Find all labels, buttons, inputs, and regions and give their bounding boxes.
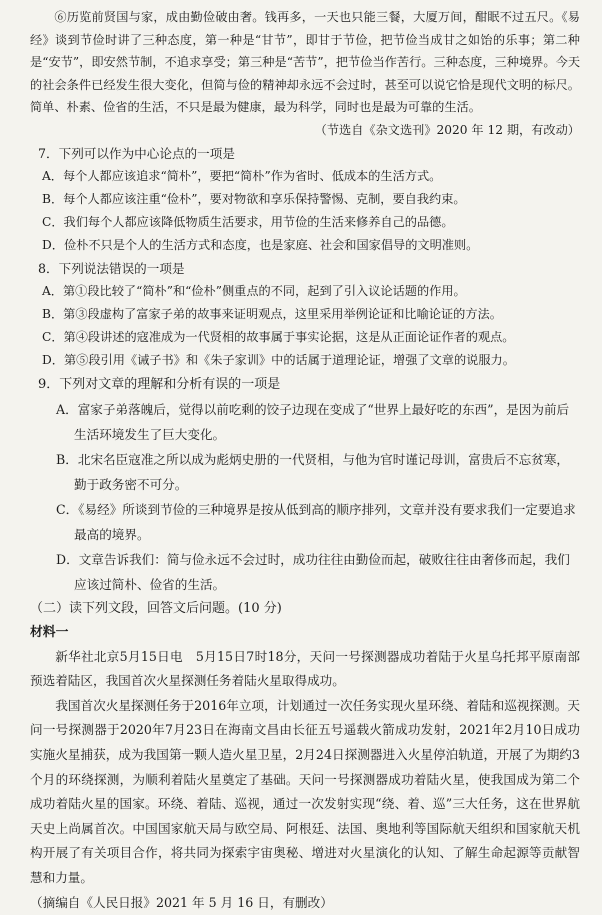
question-8-option-c: C．第④段讲述的寇准成为一代贤相的故事属于事实论据，这是从正面论证作者的观点。 bbox=[30, 326, 580, 349]
question-8-stem: 8．下列说法错误的一项是 bbox=[30, 257, 580, 280]
question-7-option-b: B．每个人都应该注重“俭朴”，要对物欲和享乐保持警惕、克制，要自我约束。 bbox=[30, 188, 580, 211]
question-9-option-d: D．文章告诉我们：简与俭永远不会过时，成功往往由勤俭而起，破败往往由奢侈而起，我们应该过简朴、俭省的生活。 bbox=[30, 547, 580, 597]
passage-source: （节选自《杂文选刊》2020 年 12 期，有改动） bbox=[30, 119, 580, 142]
material-1-paragraph-2: 我国首次火星探测任务于2016年立项，计划通过一次任务实现火星环绕、着陆和巡视探测。天问一号探测器于2020年7月23日在海南文昌由长征五号遥载火箭成功发射，2021年2月10日成功实施火星捕获，成为我国第一颗人造火星卫星，2月24日探测器进入火星停泊轨道，开展了为期约3个月的环绕探测，为顺利着陆火星奠定了基础。天问一号探测器成功着陆火星，使我国成为第二个成功着陆火星的国家。环绕、着陆、巡视，通过一次发射实现“绕、着、巡”三大任务，这在世界航天史上尚属首次。中国国家航天局与欧空局、阿根廷、法国、奥地利等国际航天组织和国家航天机构开展了有关项目合作，将共同为探索宇宙奥秘、增进对火星演化的认知、了解生命起源等贡献智慧和力量。 bbox=[30, 694, 580, 891]
question-7-stem: 7．下列可以作为中心论点的一项是 bbox=[30, 142, 580, 165]
question-8-option-a: A．第①段比较了“简朴”和“俭朴”侧重点的不同，起到了引入议论话题的作用。 bbox=[30, 280, 580, 303]
question-7-option-d: D．俭朴不只是个人的生活方式和态度，也是家庭、社会和国家倡导的文明准则。 bbox=[30, 234, 580, 257]
question-7-option-a: A．每个人都应该追求“简朴”，要把“简朴”作为省时、低成本的生活方式。 bbox=[30, 165, 580, 188]
question-8-option-d: D．第⑤段引用《诫子书》和《朱子家训》中的话属于道理论证，增强了文章的说服力。 bbox=[30, 349, 580, 372]
question-8-option-b: B．第③段虚构了富家子弟的故事来证明观点，这里采用举例论证和比喻论证的方法。 bbox=[30, 303, 580, 326]
material-1-title: 材料一 bbox=[30, 621, 580, 645]
section-2-heading: （二）读下列文段，回答文后问题。(10 分) bbox=[30, 597, 580, 621]
question-9-option-b: B．北宋名臣寇准之所以成为彪炳史册的一代贤相，与他为官时谨记母训，富贵后不忘贫寒，勤于政务密不可分。 bbox=[30, 447, 580, 497]
material-1-source: （摘编自《人民日报》2021 年 5 月 16 日，有删改） bbox=[30, 891, 580, 915]
passage-paragraph-6: ⑥历览前贤国与家，成由勤俭破由奢。钱再多，一天也只能三餐，大厦万间，酣眠不过五尺。《易经》谈到节俭时讲了三种态度，第一种是“甘节”，即甘于节俭，把节俭当成甘之如饴的乐事；第二种是“安节”，即安然节制，不追求享受；第三种是“苦节”，把节俭当作苦行。三种态度，三种境界。今天的社会条件已经发生很大变化，但简与俭的精神却永远不会过时，甚至可以说它恰是现代文明的标尺。简单、朴素、俭省的生活，不只是最为健康，最为科学，同时也是最为可靠的生活。 bbox=[30, 6, 580, 119]
material-1-paragraph-1: 新华社北京5月15日电 5月15日7时18分，天问一号探测器成功着陆于火星乌托邦平原南部预选着陆区，我国首次火星探测任务着陆火星取得成功。 bbox=[30, 645, 580, 694]
question-9-stem: 9．下列对文章的理解和分析有误的一项是 bbox=[30, 372, 580, 397]
question-9-option-a: A．富家子弟落魄后，觉得以前吃剩的饺子边现在变成了“世界上最好吃的东西”，是因为前后生活环境发生了巨大变化。 bbox=[30, 397, 580, 447]
question-9-option-c: C．《易经》所谈到节俭的三种境界是按从低到高的顺序排列，文章并没有要求我们一定要追求最高的境界。 bbox=[30, 497, 580, 547]
question-7-option-c: C．我们每个人都应该降低物质生活要求，用节俭的生活来修养自己的品德。 bbox=[30, 211, 580, 234]
